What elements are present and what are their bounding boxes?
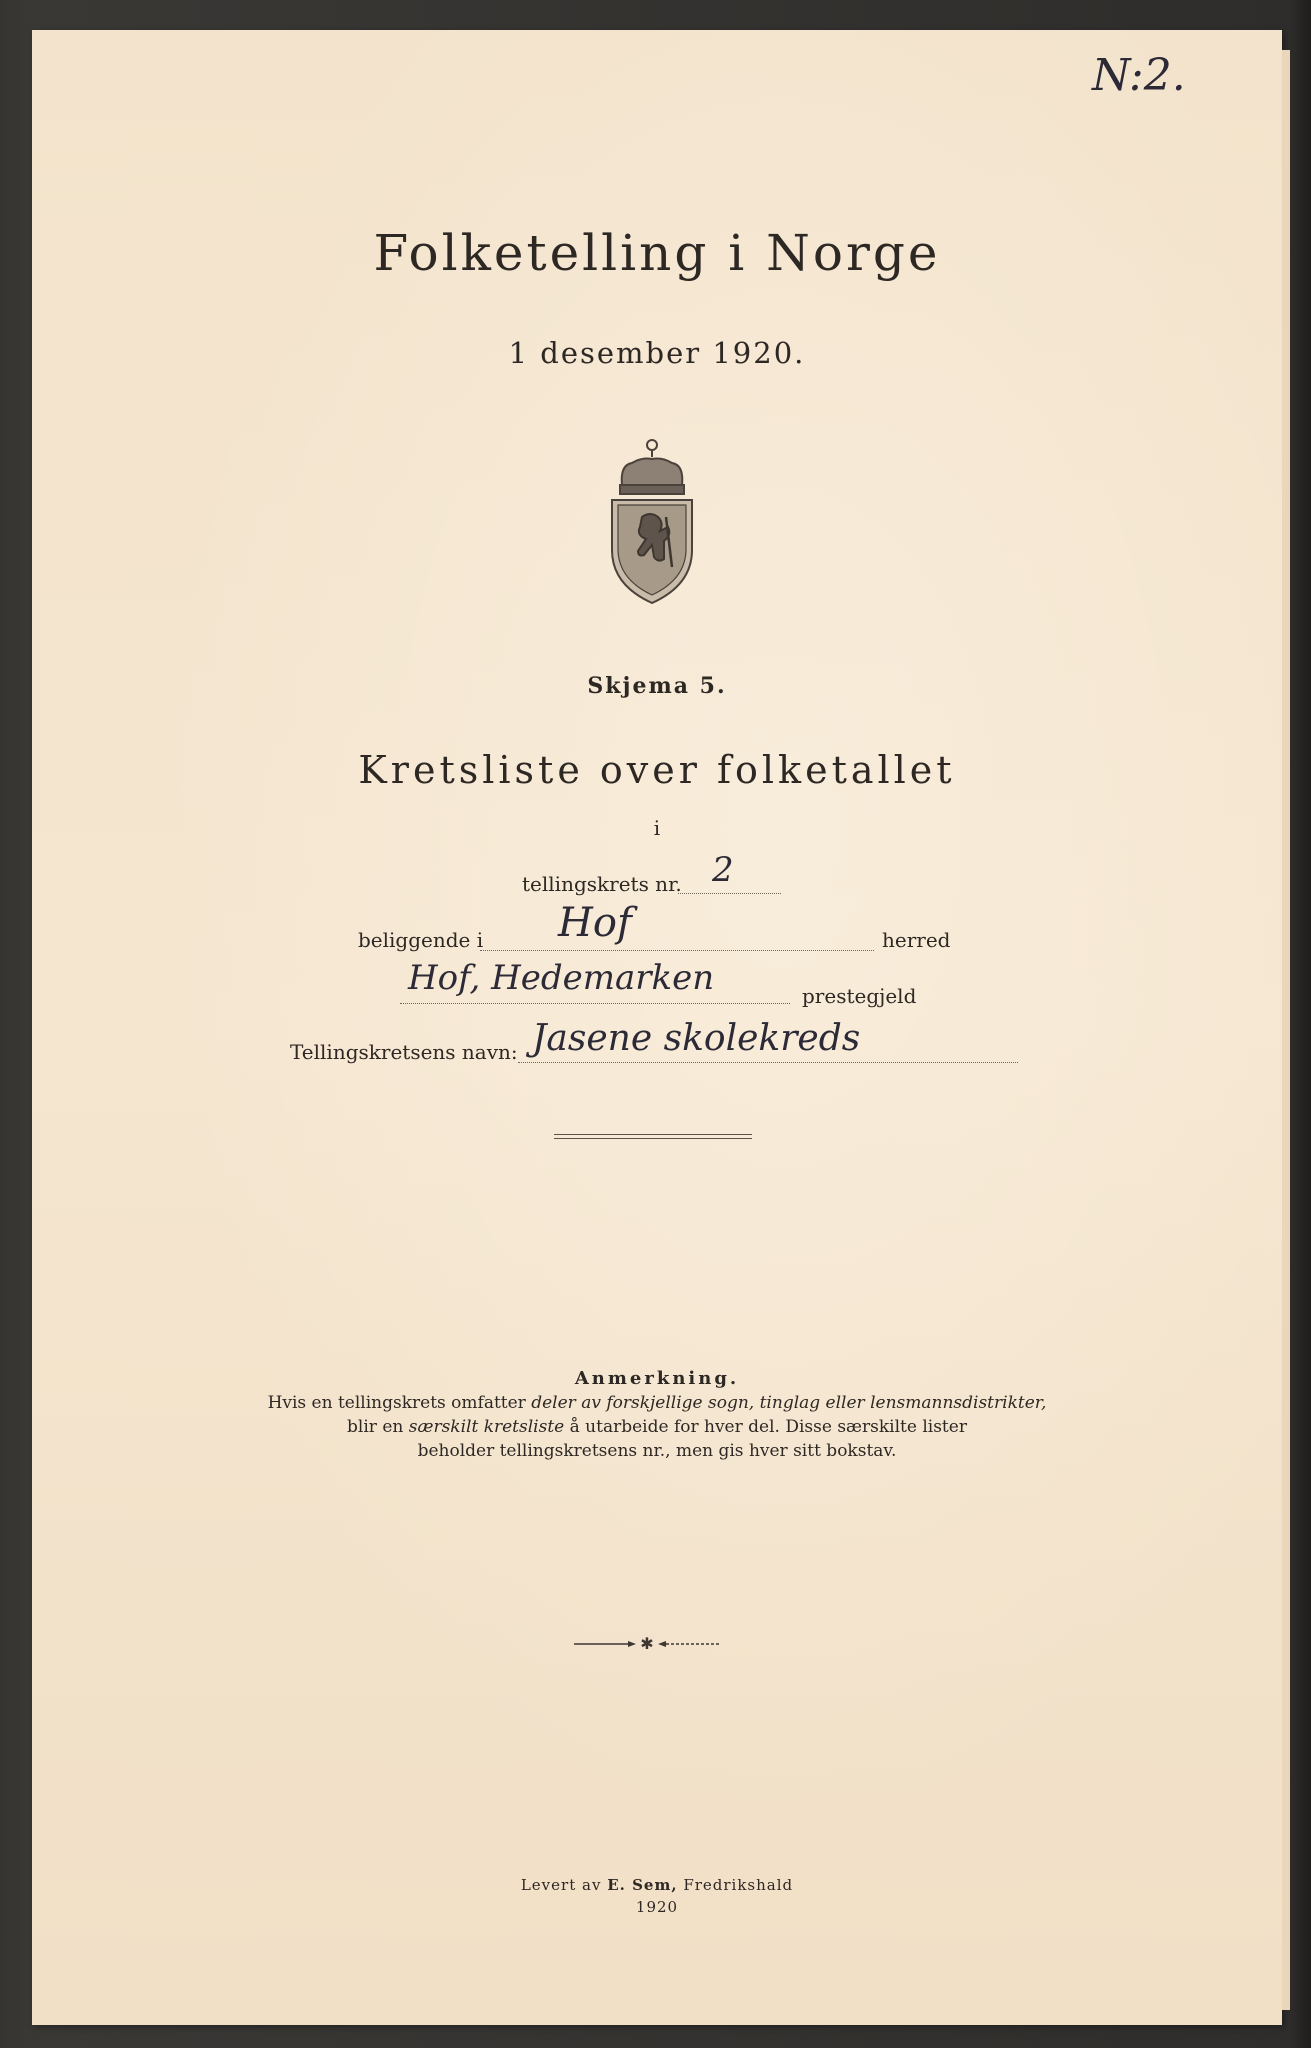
remark-line-3: beholder tellingskretsens nr., men gis hver sitt bokstav. — [417, 1441, 897, 1461]
prestegjeld-value: Hof, Hedemarken — [408, 958, 715, 998]
remark-line-2-text-c: å utarbeide for hver del. Disse særskilte lister — [564, 1417, 967, 1437]
corner-number: N:2. — [1092, 50, 1186, 101]
krets-number: 2 — [712, 850, 734, 890]
norwegian-coat-of-arms-icon — [602, 435, 702, 605]
krets-label: tellingskrets nr. — [522, 872, 682, 896]
remark-line-2 — [32, 1417, 1282, 1437]
page-title: Folketelling i Norge — [373, 224, 941, 282]
remark-line-2-italic: særskilt kretsliste — [408, 1417, 565, 1437]
herred-value: Hof — [558, 900, 632, 946]
census-form-page — [32, 30, 1282, 2025]
heading-preposition: i — [653, 816, 661, 840]
page-edge — [1282, 50, 1290, 2010]
census-date: 1 desember 1920. — [508, 336, 806, 370]
printer-credit — [32, 1876, 1282, 1894]
beliggende-dotline — [480, 918, 874, 951]
navn-value: Jasene skolekreds — [532, 1018, 861, 1059]
svg-text:✱: ✱ — [640, 1634, 654, 1653]
list-heading: Kretsliste over folketallet — [358, 748, 956, 792]
beliggende-label: beliggende i — [358, 928, 484, 952]
printer-year: 1920 — [635, 1898, 679, 1916]
remark-title: Anmerkning. — [574, 1368, 740, 1389]
printer-name: E. Sem, — [607, 1876, 678, 1894]
remark-line-1 — [32, 1393, 1282, 1413]
prestegjeld-label: prestegjeld — [802, 984, 917, 1008]
ornament-icon — [572, 1634, 722, 1654]
schema-label: Skjema 5. — [587, 673, 727, 699]
remark-line-1-italic: deler av forskjellige sogn, tinglag eller lensmannsdistrikter, — [531, 1393, 1047, 1413]
remark-line-2-text-a: blir en — [347, 1417, 409, 1437]
divider — [554, 1134, 752, 1139]
herred-label: herred — [882, 928, 951, 952]
printer-city: Fredrikshald — [677, 1876, 794, 1894]
printer-credit-prefix: Levert av — [520, 1876, 608, 1894]
remark-line-1-text: Hvis en tellingskrets omfatter — [267, 1393, 532, 1413]
navn-label: Tellingskretsens navn: — [290, 1040, 518, 1064]
